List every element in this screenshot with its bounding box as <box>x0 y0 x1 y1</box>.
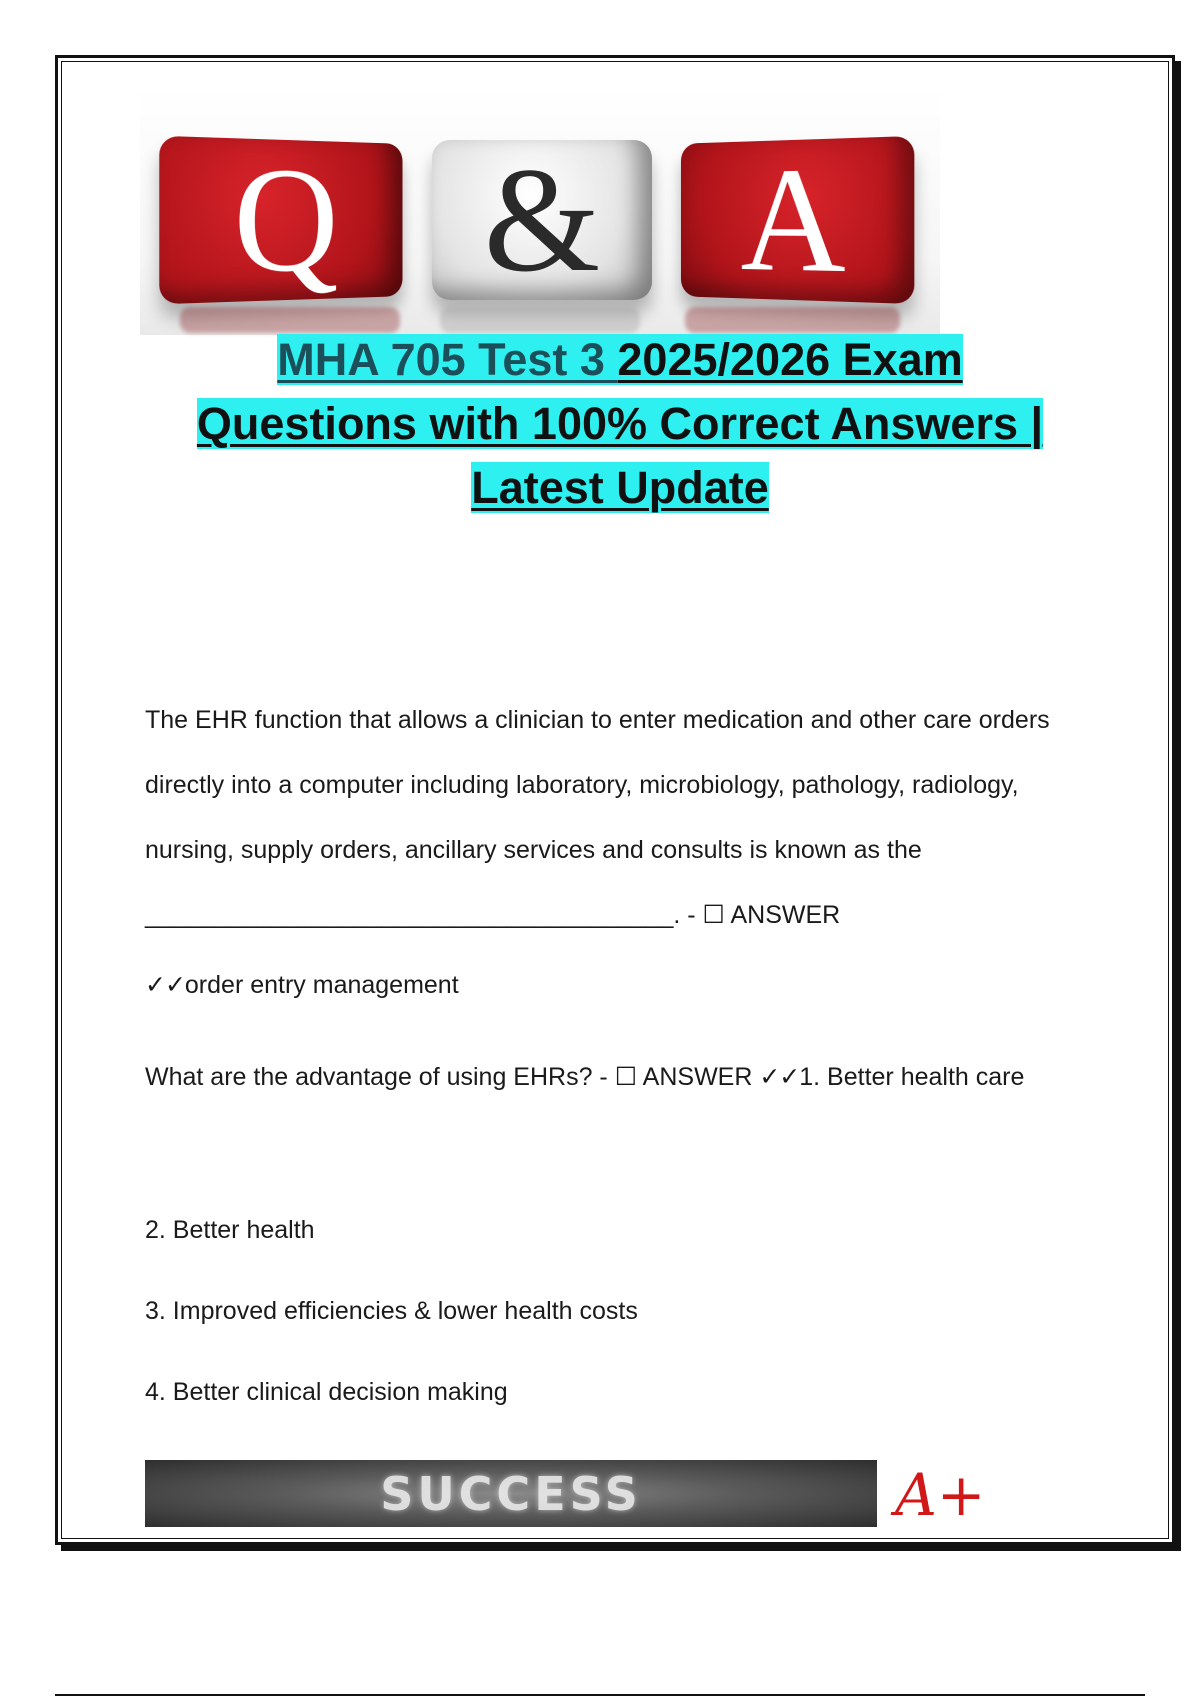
answer-item-1: 1. Better health care <box>799 1063 1025 1091</box>
success-chalkboard-image <box>145 1460 877 1527</box>
q-letter: Q <box>233 135 339 305</box>
check-icon: ✓✓ <box>145 971 185 999</box>
question-2-block <box>145 1045 1085 1110</box>
ampersand-cube <box>432 137 652 303</box>
a-letter: A <box>740 135 846 305</box>
question-2-text <box>145 1045 1085 1110</box>
answer-item-2: 2. Better health <box>145 1216 315 1244</box>
a-plus-grade-image <box>895 1460 1070 1530</box>
footer-divider <box>55 1694 1145 1696</box>
title-line-3: Latest Update <box>471 462 769 513</box>
question-1-answer <box>145 970 459 1000</box>
check-icon: ✓✓ <box>759 1063 800 1091</box>
grade-label: A+ <box>895 1461 986 1529</box>
qa-banner-image <box>140 85 940 335</box>
success-label: SUCCESS <box>380 1466 642 1521</box>
answer-text: order entry management <box>184 971 459 999</box>
title-year: 2025/2026 Exam <box>617 334 963 385</box>
answer-item-4: 4. Better clinical decision making <box>145 1378 508 1406</box>
answer-item-3: 3. Improved efficiencies & lower health costs <box>145 1297 638 1325</box>
question-1-block <box>145 688 1105 948</box>
title-line-2: Questions with 100% Correct Answers | <box>196 398 1044 449</box>
question-text: What are the advantage of using EHRs? - ☐ ANSWER <box>145 1063 760 1091</box>
ampersand-glyph: & <box>483 137 601 303</box>
document-title <box>140 328 1100 520</box>
title-course: MHA 705 Test 3 <box>277 334 618 385</box>
q-cube <box>159 136 402 304</box>
a-cube <box>681 136 914 304</box>
question-1-text: The EHR function that allows a clinician to enter medication and other care orders directly into a computer including laboratory, microbiology, pathology, radiology, nursing, supply orders, ancillary services and consults is known as the ______________________________________. - ☐ ANSWER <box>145 706 1050 929</box>
